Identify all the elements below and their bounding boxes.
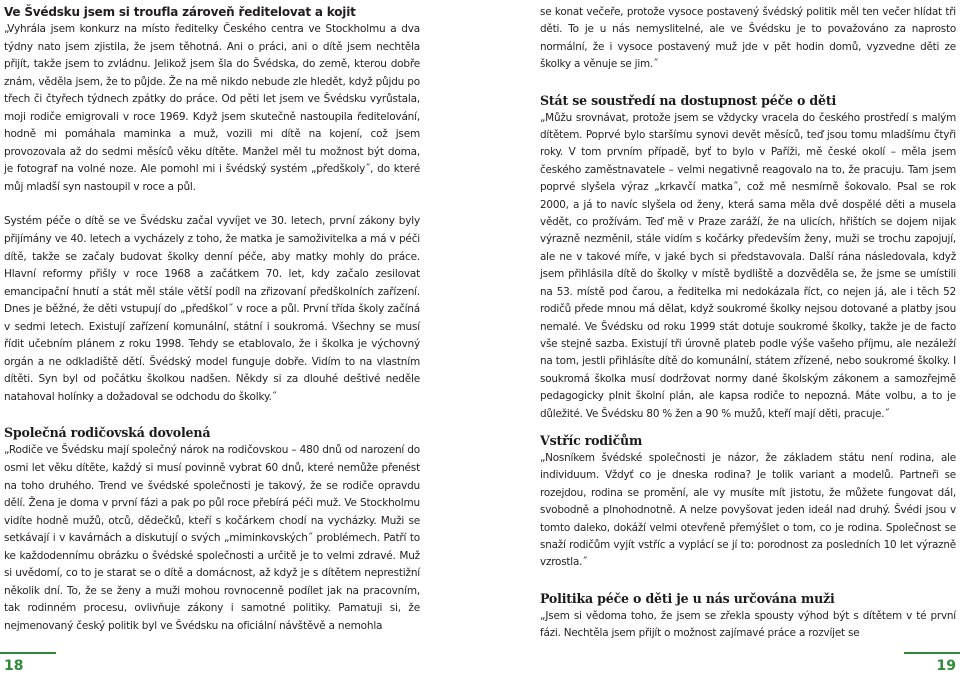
page-number-right: 19 [936,658,956,674]
section-heading-childcare-policy: Politika péče o děti je u nás určována muži [540,590,835,606]
article-heading: Ve Švédsku jsem si troufla zároveň ředitelovat a kojit [4,5,356,19]
page-number-left: 18 [4,658,24,674]
left-page-column [4,4,420,636]
left-footer-rule [0,652,56,654]
left-paragraph-2: Systém péče o dítě se ve Švédsku začal vyvíjet ve 30. letech, první zákony byly přijímány ve 40. letech a vycházely z toho, že matka je samoživitelka a má v péči dítě, takže se začaly budovat školky denní péče, aby matky mohly do práce. Hlavní reformy přišly v roce 1968 a začátkem 70. let, kdy začalo zesilovat emancipační hnutí a stát měl stále větší podíl na zřizovaní předškolních zařízení. Dnes je běžné, že děti vstupují do „předškol˝ v roce a půl. První třída školy začíná v sedmi letech. Existují zařízení komunální, státní i soukromá. Všechny se musí řídit učebním plánem z roku 1998. Tehdy se etablovalo, že i školka je výchovný orgán a ne odkladiště dětí. Švédský model funguje dobře. Vidím to na vlastním dítěti. Syn byl od počátku školkou nadšen. Někdy si za dlouhé deštivé neděle natahoval holínky a dožadoval se odchodu do školky.˝ [4,215,420,403]
right-paragraph-1: se konat večeře, protože vysoce postavený švédský politik měl ten večer hlídat tři děti. To je u nás nemyslitelné, ale ve Švédsku je to považováno za naprosto normální, že i vysoce postavený muž jde v pět hodin domů, vyzvedne děti ze školky a věnuje se jim.˝ [540,6,956,71]
left-paragraph-1: „Vyhrála jsem konkurz na místo ředitelky Českého centra ve Stockholmu a dva týdny nato jsem zjistila, že jsem těhotná. Ani o práci, ani o dítě jsem nechtěla přijít, takže jsem to zvládnu. Jelikož jsem šla do Švédska, do země, kterou dobře znám, věděla jsem, že to půjde. Že na mě nikdo nebude zle hledět, když půjdu po třech či čtyřech týdnech zpátky do práce. Od pěti let jsem ve Švédsku vyrůstala, moji rodiče emigrovali v roce 1969. Když jsem skutečně nastoupila ředitelování, hodně mi pomáhala maminka a muž, vozili mi dítě na kojení, což jsem provozovala až do sedmi měsíců věku dítěte. Manžel měl tu možnost být doma, je fotograf na volné noze. Ale pomohl mi i švédský systém „předškoly˝, do které můj mladší syn nastoupil v roce a půl. [4,23,420,193]
right-paragraph-2: „Můžu srovnávat, protože jsem se vždycky vracela do českého prostředí s malým dítětem. Poprvé bylo staršímu synovi devět měsíců, teď jsou tomu mladšímu čtyři roky. V tom prvním případě, byť to bylo v Paříži, mě české okolí – měla jsem českého zaměstnavatele – velmi negativně reagovalo na to, že pracuju. Tam jsem poprvé slyšela výraz „krkavčí matka˝, což mě nesmírně šokovalo. Psal se rok 2000, a já to navíc slyšela od ženy, která sama měla dvě dospělé děti a musela vědět, co prožívám. Teď mě v Praze zaráží, že na ulicích, hřištích se dojem nijak výrazně nezměnil, stále vidím s kočárky především ženy, muži se trochu zapojují, ale ne v takové míře, v jaké bych si představovala. Další rána následovala, když jsem přihlásila dítě do školky v místě bydliště a dozvěděla se, že jsme se umístili na 53. místě pod čarou, a ředitelka mi nedokázala říct, co nejen já, ale i těch 52 rodičů přede mnou má dělat, když soukromé školky nejsou dotované a platby jsou nemalé. Ve Švédsku od roku 1999 stát dotuje soukromé školky, takže je de facto vše stejně sazba. Existují tři úrovně plateb podle výše vašeho příjmu, ale nezáleží na tom, jestli přihlásíte dítě do komunální, státem zřízené, nebo soukromé školky. I soukromá školka musí dodržovat normy dané školským zákonem a samozřejmě pedagogicky plnit školní plán, ale kapsa rodiče to nepozná. Máte volbu, a to je důležité. Ve Švédsku 80 % žen a 90 % mužů, kteří mají děti, pracuje.˝ [540,111,956,420]
right-paragraph-3: „Nosníkem švédské společnosti je názor, že základem státu není rodina, ale individuum. Vždyť co je dneska rodina? Je tolik variant a modelů. Partneři se rozejdou, rodina se promění, ale vy musíte mít jistotu, že můžete fungovat dál, svobodně a plnohodnotně. A nelze povyšovat jeden ideál nad druhý. Švédi jsou v tomto daleko, dokáží velmi otevřeně přemýšlet o tom, co je rodina. Společnost se snaží rodičům vyjít vstříc a vyplácí se jí to: porodnost za posledních 10 let výrazně vzrostla.˝ [540,451,956,569]
section-heading-parental-leave: Společná rodičovská dovolená [4,425,211,441]
left-paragraph-3: „Rodiče ve Švédsku mají společný nárok na rodičovskou – 480 dnů od narození do osmi let věku dítěte, každý si musí povinně vybrat 60 dnů, které nemůže přenést na toho druhého. Trend ve švédské společnosti je takový, že se rodiče opravdu dělí. Žena je doma v první fázi a pak po půl roce přebírá péči muž. Ve Stockholmu vidíte hodně mužů, otců, dědečků, kteří s kočárkem chodí na vycházky. Muži se setkávají i v kavárnách a diskutují o svých „miminkovských˝ problémech. Patří to ke každodennímu obrázku o švédské společnosti a určitě je to velmi zdravé. Muž si uvědomí, co to je starat se o dítě a domácnost, až když je s dítětem neprestižní několik dní. To, že se ženy a muži mohou rovnocenně podílet jak na pracovním, tak rodinném procesu, ovlivňuje zákony i samotné politiky. Pamatuji si, že nejmenovaný český politik byl ve Švédsku na oficiální návštěvě a nemohla [4,444,420,632]
section-heading-toward-parents: Vstříc rodičům [540,432,643,448]
right-paragraph-4: „Jsem si vědoma toho, že jsem se zřekla spousty výhod být s dítětem v té první fázi. Nechtěla jsem přijít o možnost zajímavé práce a rozvíjet se [540,609,956,640]
right-page-column [540,4,956,643]
section-heading-childcare-availability: Stát se soustředí na dostupnost péče o děti [540,92,837,108]
right-footer-rule [904,652,960,654]
